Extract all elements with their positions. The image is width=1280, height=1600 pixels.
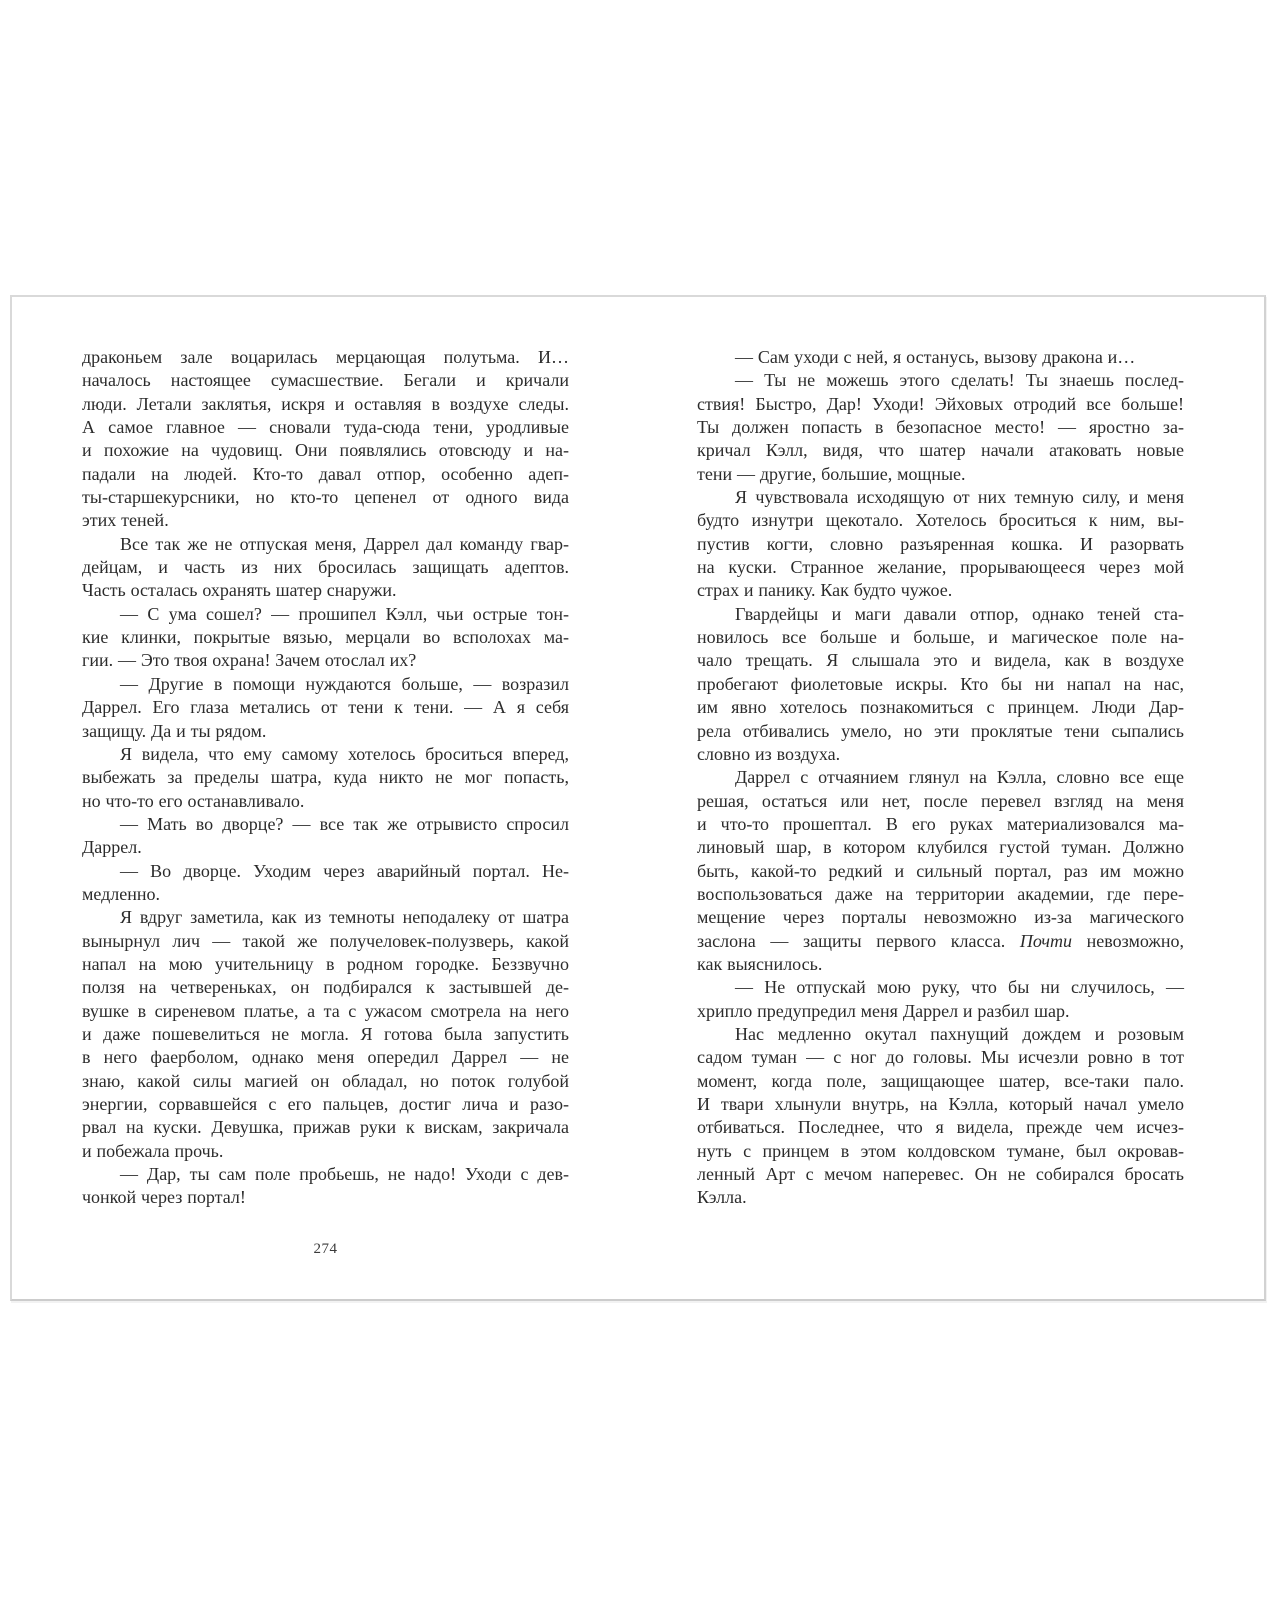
text-line: вынырнул лич — такой же получеловек-полузверь, какой (82, 930, 569, 951)
text-line: кричал Кэлл, видя, что шатер начали атаковать новые (697, 440, 1184, 461)
text-line: Часть осталась охранять шатер снаружи. (82, 580, 397, 601)
page-number: 274 (313, 1241, 338, 1257)
text-line: момент, когда поле, защищающее шатер, все-таки пало. (697, 1070, 1184, 1091)
text-line: Кэлла. (697, 1187, 747, 1208)
text-line: рела отбивались умело, но эти проклятые тени сыпались (697, 720, 1184, 741)
text-segment: заслона — защиты первого класса. (697, 930, 1020, 951)
text-line: энергии, сорвавшейся с его пальцев, достиг лича и разо- (82, 1094, 569, 1114)
text-line: И твари хлынули внутрь, на Кэлла, который начал умело (697, 1094, 1184, 1114)
text-line: драконьем зале воцарилась мерцающая полутьма. И… (82, 347, 569, 367)
text-line: Ты должен попасть в безопасное место! — яростно за- (697, 417, 1184, 438)
text-line: пробегают фиолетовые искры. Кто бы ни напал на нас, (697, 673, 1184, 694)
text-line: страх и панику. Как будто чужое. (697, 580, 953, 601)
text-line: в него фаерболом, однако меня опередил Даррел — не (82, 1047, 569, 1068)
text-line: началось настоящее сумасшествие. Бегали и кричали (82, 370, 569, 391)
text-line: тени — другие, большие, мощные. (697, 463, 966, 484)
text-line: словно из воздуха. (697, 743, 841, 764)
text-line: будто изнутри щекотало. Хотелось броситься к ним, вы- (697, 510, 1184, 531)
text-line: мещение через порталы невозможно из-за магического (697, 907, 1184, 928)
text-line: и даже пошевелиться не могла. Я готова была запустить (82, 1023, 569, 1044)
text-line: чонкой через портал! (82, 1187, 246, 1208)
text-line: быть, какой-то редкий и сильный портал, раз им можно (697, 860, 1184, 881)
text-line: садом туман — с ног до головы. Мы исчезли ровно в тот (697, 1047, 1184, 1068)
text-line: новилось все больше и больше, и магическое поле на- (697, 627, 1184, 648)
text-column-right (697, 346, 1184, 1210)
text-line: хрипло предупредил меня Даррел и разбил шар. (697, 1000, 1070, 1021)
text-line: гии. — Это твоя охрана! Зачем отослал их? (82, 650, 417, 671)
text-line (697, 930, 1184, 953)
text-line: Я вдруг заметила, как из темноты неподалеку от шатра (120, 907, 569, 928)
text-line: защищу. Да и ты рядом. (82, 720, 267, 741)
text-line: — С ума сошел? — прошипел Кэлл, чьи острые тон- (120, 603, 569, 624)
text-line: Я видела, что ему самому хотелось броситься вперед, (120, 743, 569, 764)
text-line: воспользоваться даже на территории академии, где пере- (697, 883, 1184, 904)
text-segment: невозможно, (1071, 930, 1184, 951)
text-line: Нас медленно окутал пахнущий дождем и розовым (735, 1023, 1184, 1044)
text-line: но что-то его останавливало. (82, 790, 305, 811)
text-line: — Дар, ты сам поле пробьешь, не надо! Уходи с дев- (120, 1164, 569, 1185)
text-column-left (82, 346, 569, 1210)
text-line: Гвардейцы и маги давали отпор, однако теней ста- (735, 603, 1184, 624)
text-line: как выяснилось. (697, 953, 823, 974)
text-line: ползя на четвереньках, он подбирался к застывшей де- (82, 977, 569, 998)
text-line: им явно хотелось познакомиться с принцем. Люди Дар- (697, 697, 1184, 718)
text-line: на куски. Странное желание, прорывающееся через мой (697, 557, 1184, 578)
text-line: — Ты не можешь этого сделать! Ты знаешь послед- (735, 370, 1184, 391)
text-line: ленный Арт с мечом наперевес. Он не собирался бросать (697, 1164, 1184, 1185)
text-line: дейцам, и часть из них бросилась защищать адептов. (82, 557, 569, 578)
text-line: Все так же не отпуская меня, Даррел дал команду гвар- (120, 533, 569, 554)
text-line: выбежать за пределы шатра, куда никто не мог попасть, (82, 767, 569, 788)
book-page (10, 295, 1266, 1301)
text-line: — Другие в помощи нуждаются больше, — возразил (120, 673, 569, 694)
text-line: — Во дворце. Уходим через аварийный портал. Не- (120, 860, 569, 881)
text-line: и что-то прошептал. В его руках материализовался ма- (697, 813, 1184, 834)
text-line: Я чувствовала исходящую от них темную силу, и меня (735, 487, 1184, 508)
text-line: падали на людей. Кто-то давал отпор, особенно адеп- (82, 463, 569, 484)
text-line: нуть с принцем в этом колдовском тумане, был окровав- (697, 1140, 1184, 1161)
text-line: кие клинки, покрытые вязью, мерцали во всполохах ма- (82, 627, 569, 648)
text-line: А самое главное — сновали туда-сюда тени, уродливые (82, 417, 569, 438)
text-line: решая, остаться или нет, после перевел взгляд на меня (697, 790, 1184, 811)
text-line: Даррел. (82, 837, 142, 858)
text-line: рвал на куски. Девушка, прижав руки к вискам, закричала (82, 1117, 569, 1138)
text-line: знаю, какой силы магией он обладал, но поток голубой (82, 1070, 569, 1091)
text-line: линовый шар, в котором клубился густой туман. Должно (697, 837, 1184, 858)
text-line: и похожие на чудовищ. Они появлялись отовсюду и на- (82, 440, 569, 461)
text-line: — Мать во дворце? — все так же отрывисто спросил (120, 813, 569, 834)
text-line: ты-старшекурсники, но кто-то цепенел от одного вида (82, 487, 569, 508)
text-line: — Сам уходи с ней, я останусь, вызову дракона и… (735, 347, 1136, 367)
text-line: Даррел с отчаянием глянул на Кэлла, словно все еще (735, 767, 1184, 788)
text-line: вушке в сиреневом платье, а та с ужасом смотрела на него (82, 1000, 569, 1021)
text-line: люди. Летали заклятья, искря и оставляя в воздухе следы. (82, 393, 569, 414)
text-line: отбиваться. Последнее, что я видела, прежде чем исчез- (697, 1117, 1184, 1138)
text-line: пустив когти, словно разъяренная кошка. И разорвать (697, 533, 1184, 554)
text-line: — Не отпускай мою руку, что бы ни случилось, — (735, 977, 1184, 998)
text-line: напал на мою учительницу в родном городке. Беззвучно (82, 953, 569, 974)
text-line: этих теней. (82, 510, 169, 531)
italic-text: Почти (1019, 930, 1072, 951)
text-line: медленно. (82, 883, 161, 904)
text-line: и побежала прочь. (82, 1140, 224, 1161)
text-line: Даррел. Его глаза метались от тени к тени. — А я себя (82, 697, 569, 718)
text-line: чало трещать. Я слышала это и видела, как в воздухе (697, 650, 1184, 671)
text-line: ствия! Быстро, Дар! Уходи! Эйховых отродий все больше! (697, 393, 1184, 414)
